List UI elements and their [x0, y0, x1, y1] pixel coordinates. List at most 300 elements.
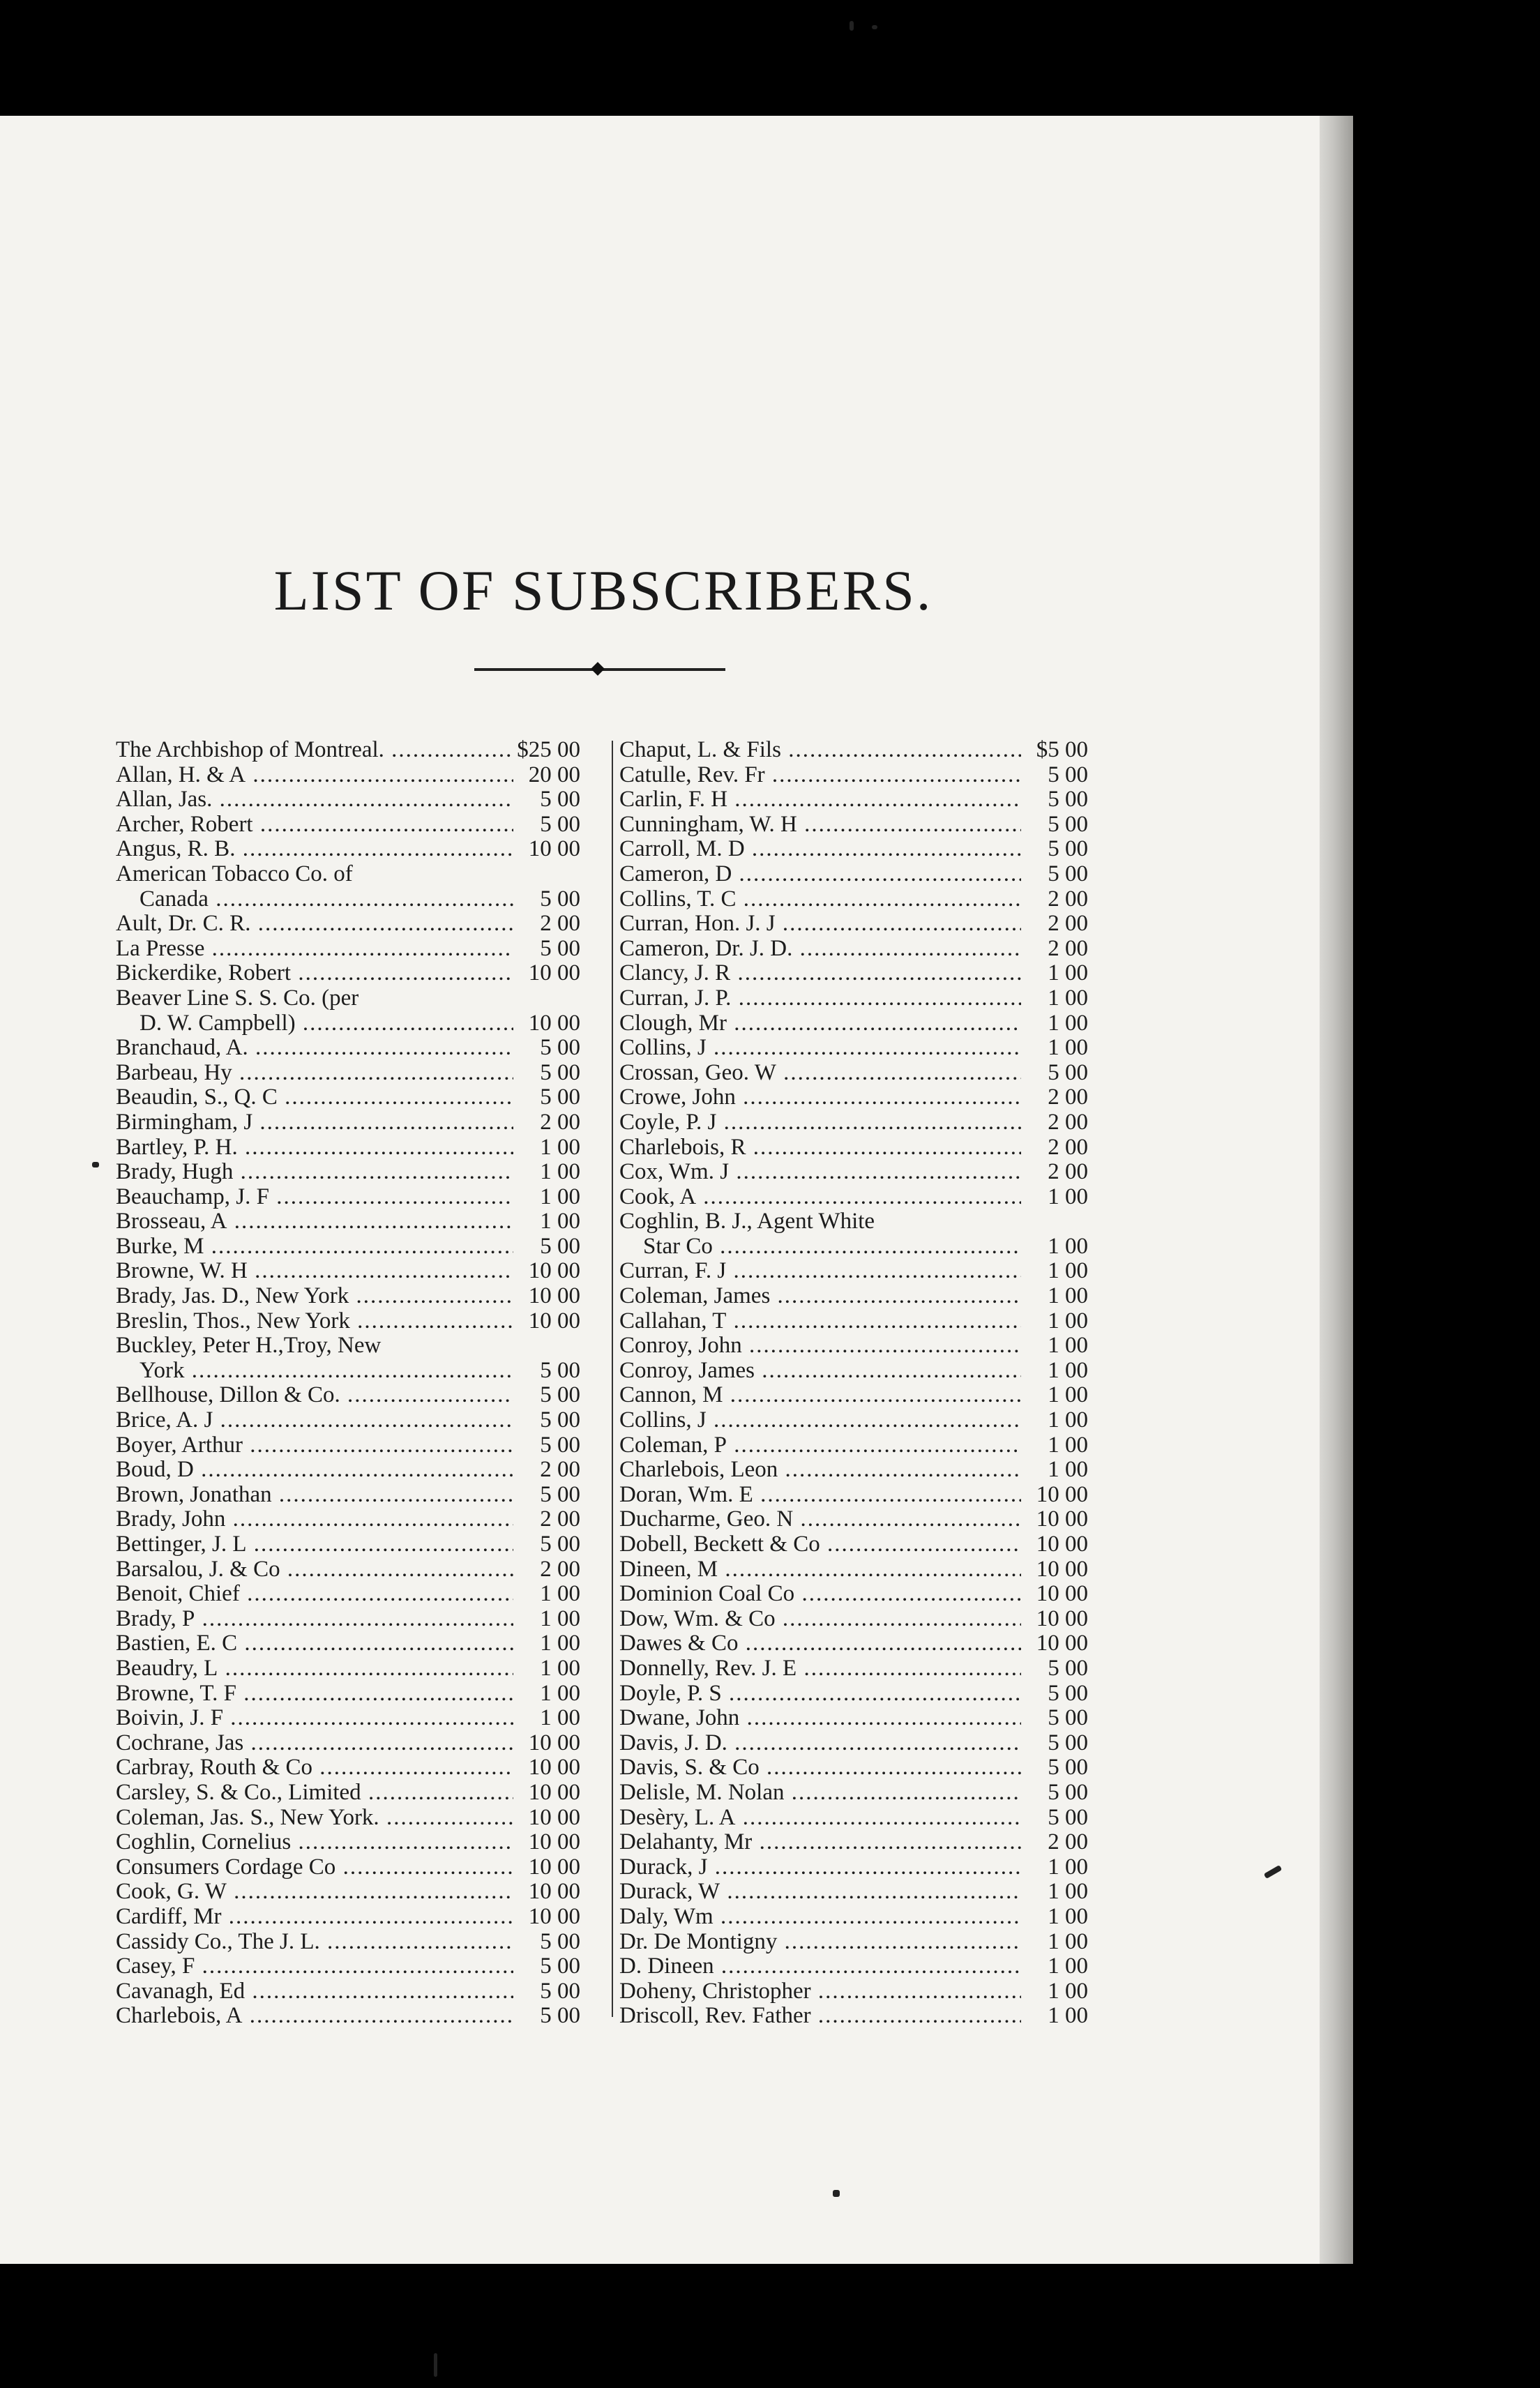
subscription-amount: 2 00 [1048, 1829, 1088, 1855]
subscriber-row [619, 813, 1088, 838]
subscriber-row [116, 1483, 580, 1508]
subscriber-row [116, 1135, 580, 1161]
subscriber-name: Bastien, E. C ..... [116, 1631, 513, 1656]
subscription-amount [513, 986, 580, 1011]
subscriber-name: Conroy, James ..... [619, 1359, 1021, 1384]
subscription-amount: 1 00 [540, 1581, 580, 1607]
subscriber-name: Cameron, Dr. J. D. ..... [619, 937, 1021, 962]
subscriber-name: Coyle, P. J ..... [619, 1110, 1021, 1135]
subscriber-row [116, 1408, 580, 1433]
subscriber-row [116, 1383, 580, 1408]
subscription-amount: 1 00 [1048, 1928, 1088, 1954]
subscription-amount: 5 00 [540, 1059, 580, 1085]
subscriber-row [619, 1259, 1088, 1284]
subscriber-row [116, 1259, 580, 1284]
subscription-amount: 10 00 [1036, 1581, 1088, 1607]
subscription-amount: 1 00 [540, 1705, 580, 1731]
subscription-amount: 1 00 [1048, 1854, 1088, 1880]
subscriber-row [116, 1855, 580, 1880]
subscriber-row [116, 1234, 580, 1260]
subscriber-row [619, 1979, 1088, 2004]
subscriber-row [619, 1135, 1088, 1161]
subscriber-list-right [619, 738, 1088, 2029]
subscription-amount: 1 00 [540, 1655, 580, 1681]
subscription-amount: 10 00 [528, 1879, 580, 1905]
subscriber-name: Donnelly, Rev. J. E ..... [619, 1656, 1021, 1682]
subscriber-name: Curran, F. J ..... [619, 1259, 1021, 1284]
subscriber-row [619, 1905, 1088, 1930]
subscription-amount: 5 00 [540, 2003, 580, 2029]
subscriber-name: Dawes & Co ..... [619, 1631, 1021, 1656]
subscriber-row [116, 1979, 580, 2004]
subscriber-name: The Archbishop of Montreal. ..... [116, 738, 513, 763]
subscription-amount: 5 00 [1048, 1779, 1088, 1805]
subscriber-name: Callahan, T ..... [619, 1309, 1021, 1334]
subscriber-row [116, 986, 580, 1011]
subscriber-row [116, 1507, 580, 1532]
subscriber-name: Beauchamp, J. F ..... [116, 1185, 513, 1210]
subscription-amount: 5 00 [1048, 1804, 1088, 1830]
subscriber-name: Dominion Coal Co ..... [619, 1582, 1021, 1607]
subscription-amount: 1 00 [1048, 1357, 1088, 1383]
subscriber-row [619, 1806, 1088, 1831]
subscriber-name: Cannon, M ..... [619, 1383, 1021, 1408]
subscription-amount: 2 00 [540, 1506, 580, 1532]
subscriber-row [619, 1309, 1088, 1334]
subscriber-row [116, 1830, 580, 1855]
subscriber-name: Coleman, Jas. S., New York. ..... [116, 1806, 513, 1831]
subscription-amount: 5 00 [1048, 1655, 1088, 1681]
subscription-amount: 5 00 [540, 811, 580, 837]
subscriber-name: Brady, John ..... [116, 1507, 513, 1532]
subscription-amount: 10 00 [1036, 1506, 1088, 1532]
subscription-amount: 2 00 [1048, 911, 1088, 937]
subscription-amount [513, 862, 580, 887]
subscriber-name: Benoit, Chief ..... [116, 1582, 513, 1607]
subscriber-row [116, 1755, 580, 1781]
subscriber-row [619, 1011, 1088, 1036]
subscriber-row [619, 1160, 1088, 1185]
subscription-amount: 1 00 [1048, 2003, 1088, 2029]
subscriber-row [619, 1954, 1088, 1979]
subscription-amount: 1 00 [540, 1631, 580, 1656]
subscriber-row [619, 937, 1088, 962]
subscriber-name: Beaudin, S., Q. C ..... [116, 1085, 513, 1110]
subscriber-row [116, 1631, 580, 1656]
subscriber-name: Barbeau, Hy ..... [116, 1061, 513, 1086]
subscriber-row [116, 1160, 580, 1185]
subscriber-row [116, 1458, 580, 1483]
subscriber-row [116, 1185, 580, 1210]
subscriber-row [116, 1036, 580, 1061]
subscription-amount [1021, 1209, 1088, 1234]
subscription-amount: 5 00 [540, 1085, 580, 1110]
subscription-amount: 10 00 [1036, 1605, 1088, 1631]
subscription-amount: 1 00 [1048, 1903, 1088, 1929]
subscriber-name: Davis, J. D. ..... [619, 1731, 1021, 1756]
subscription-amount: 5 00 [1048, 762, 1088, 787]
subscription-amount: 5 00 [540, 1382, 580, 1408]
subscriber-row [116, 1880, 580, 1905]
subscription-amount: 5 00 [1048, 1730, 1088, 1755]
subscriber-name: Dobell, Beckett & Co ..... [619, 1532, 1021, 1557]
subscriber-name: Buckley, Peter H.,Troy, New [116, 1333, 382, 1359]
subscriber-row [116, 912, 580, 937]
subscription-amount: 10 00 [528, 836, 580, 862]
subscription-amount: 1 00 [540, 1209, 580, 1234]
scan-speck [92, 1162, 99, 1167]
subscription-amount: 5 00 [540, 1407, 580, 1433]
subscriber-name: Cassidy Co., The J. L. ..... [116, 1930, 513, 1955]
subscriber-row [619, 1209, 1088, 1234]
subscriber-row [619, 1731, 1088, 1756]
subscriber-name: Dow, Wm. & Co ..... [619, 1607, 1021, 1632]
subscription-amount: 5 00 [540, 1532, 580, 1557]
subscriber-name: Browne, T. F ..... [116, 1682, 513, 1707]
subscriber-name: Burke, M ..... [116, 1234, 513, 1260]
subscriber-row [619, 1085, 1088, 1110]
subscriber-row [116, 1557, 580, 1582]
subscriber-row [116, 1706, 580, 1731]
subscriber-name: Carbray, Routh & Co ..... [116, 1755, 513, 1781]
subscriber-row [619, 1532, 1088, 1557]
subscription-amount: 2 00 [540, 1457, 580, 1483]
subscription-amount: 10 00 [528, 1903, 580, 1929]
subscriber-name: Cunningham, W. H ..... [619, 813, 1021, 838]
subscriber-name: Consumers Cordage Co ..... [116, 1855, 513, 1880]
subscriber-row [116, 1806, 580, 1831]
subscription-amount: 1 00 [1048, 1407, 1088, 1433]
subscriber-name: Canada ..... [116, 887, 513, 912]
subscriber-row [619, 1383, 1088, 1408]
subscriber-name: Boud, D ..... [116, 1458, 513, 1483]
subscriber-row [619, 1333, 1088, 1359]
subscriber-row [619, 1359, 1088, 1384]
subscriber-name: Desèry, L. A ..... [619, 1806, 1021, 1831]
subscriber-name: Ault, Dr. C. R. ..... [116, 912, 513, 937]
subscriber-name: Durack, J ..... [619, 1855, 1021, 1880]
subscriber-row [116, 1309, 580, 1334]
subscription-amount: 2 00 [1048, 1109, 1088, 1135]
subscription-amount: 1 00 [540, 1184, 580, 1209]
subscription-amount: 5 00 [1048, 1680, 1088, 1706]
subscription-amount: 5 00 [1048, 1705, 1088, 1731]
subscription-amount: 1 00 [540, 1159, 580, 1185]
subscriber-row [116, 1085, 580, 1110]
subscription-amount: 1 00 [540, 1680, 580, 1706]
subscriber-row [116, 1905, 580, 1930]
subscriber-name: Cox, Wm. J ..... [619, 1160, 1021, 1185]
subscriber-row [116, 1731, 580, 1756]
subscription-amount [513, 1333, 580, 1359]
subscriber-name: Bartley, P. H. ..... [116, 1135, 513, 1161]
subscription-amount: 10 00 [528, 1829, 580, 1855]
subscriber-name: Allan, H. & A ..... [116, 763, 513, 788]
subscriber-name: Durack, W ..... [619, 1880, 1021, 1905]
subscriber-name: Browne, W. H ..... [116, 1259, 513, 1284]
subscriber-name: Crowe, John ..... [619, 1085, 1021, 1110]
subscriber-row [116, 1333, 580, 1359]
subscriber-name: Birmingham, J ..... [116, 1110, 513, 1135]
subscriber-row [619, 1755, 1088, 1781]
subscription-amount: 2 00 [1048, 1159, 1088, 1185]
scan-speck [872, 25, 877, 29]
subscriber-name: Daly, Wm ..... [619, 1905, 1021, 1930]
subscriber-row [116, 1110, 580, 1135]
subscription-amount: 1 00 [1048, 1333, 1088, 1359]
subscription-amount: 1 00 [1048, 1457, 1088, 1483]
subscriber-row [619, 1483, 1088, 1508]
subscription-amount: 1 00 [1048, 1308, 1088, 1333]
subscriber-name: Cardiff, Mr ..... [116, 1905, 513, 1930]
subscriber-row [619, 986, 1088, 1011]
subscriber-row [116, 763, 580, 788]
subscriber-row [619, 1582, 1088, 1607]
subscription-amount: 5 00 [540, 886, 580, 912]
subscriber-name: Bellhouse, Dillon & Co. ..... [116, 1383, 513, 1408]
subscriber-name: D. W. Campbell) ..... [116, 1011, 513, 1036]
subscriber-row [619, 1607, 1088, 1632]
subscription-amount: 10 00 [528, 1283, 580, 1309]
subscription-amount: 1 00 [1048, 1432, 1088, 1458]
subscription-amount: 20 00 [528, 762, 580, 787]
subscriber-row [116, 1582, 580, 1607]
subscriber-name: Branchaud, A. ..... [116, 1036, 513, 1061]
column-divider [612, 741, 613, 2017]
subscriber-row [619, 1061, 1088, 1086]
subscriber-list-left [116, 738, 580, 2029]
subscriber-row [619, 1706, 1088, 1731]
subscriber-row [619, 2004, 1088, 2029]
subscription-amount: 5 00 [1048, 836, 1088, 862]
subscriber-name: Crossan, Geo. W ..... [619, 1061, 1021, 1086]
subscription-amount: 2 00 [1048, 886, 1088, 912]
subscriber-name: Boyer, Arthur ..... [116, 1433, 513, 1458]
subscriber-name: Charlebois, A ..... [116, 2004, 513, 2029]
subscriber-name: Allan, Jas. ..... [116, 787, 513, 813]
subscription-amount: 10 00 [528, 1804, 580, 1830]
subscriber-row [116, 1781, 580, 1806]
subscription-amount: 2 00 [1048, 1134, 1088, 1160]
subscriber-row [116, 937, 580, 962]
subscriber-name: Collins, J ..... [619, 1408, 1021, 1433]
subscriber-row [116, 813, 580, 838]
subscription-amount: 2 00 [1048, 935, 1088, 961]
subscription-amount: 5 00 [1048, 861, 1088, 886]
subscriber-name: Ducharme, Geo. N ..... [619, 1507, 1021, 1532]
subscriber-row [619, 912, 1088, 937]
subscription-amount: 2 00 [540, 1556, 580, 1582]
subscriber-name: Carroll, M. D ..... [619, 837, 1021, 862]
subscriber-name: Coghlin, Cornelius ..... [116, 1830, 513, 1855]
subscription-amount: 10 00 [528, 1010, 580, 1036]
subscriber-name: Brady, P ..... [116, 1607, 513, 1632]
subscriber-name: Dineen, M ..... [619, 1557, 1021, 1582]
subscriber-row [619, 1656, 1088, 1682]
subscriber-name: Clancy, J. R ..... [619, 961, 1021, 986]
subscription-amount: 1 00 [1048, 1382, 1088, 1408]
subscriber-row [116, 738, 580, 763]
subscriber-name: Barsalou, J. & Co ..... [116, 1557, 513, 1582]
subscriber-row [619, 1458, 1088, 1483]
page-title: LIST OF SUBSCRIBERS. [273, 559, 933, 622]
subscriber-row [619, 1557, 1088, 1582]
subscriber-name: Chaput, L. & Fils ..... [619, 738, 1021, 763]
subscriber-name: Carlin, F. H ..... [619, 787, 1021, 813]
subscription-amount: 5 00 [540, 1035, 580, 1061]
subscription-amount: 10 00 [1036, 1532, 1088, 1557]
subscriber-row [619, 1234, 1088, 1260]
subscriber-row [116, 837, 580, 862]
scan-speck [434, 2353, 437, 2377]
subscriber-name: Beaver Line S. S. Co. (per [116, 985, 359, 1011]
subscription-amount: $5 00 [1036, 737, 1088, 762]
subscriber-row [619, 763, 1088, 788]
subscription-amount: 1 00 [1048, 1283, 1088, 1309]
subscriber-name: Beaudry, L ..... [116, 1656, 513, 1682]
subscriber-row [619, 1682, 1088, 1707]
subscription-amount: 5 00 [1048, 1059, 1088, 1085]
subscription-amount: 1 00 [1048, 1954, 1088, 1979]
subscriber-row [619, 1433, 1088, 1458]
subscriber-name: Archer, Robert ..... [116, 813, 513, 838]
subscriber-row [116, 787, 580, 813]
subscriber-row [116, 1607, 580, 1632]
subscriber-name: Cameron, D ..... [619, 862, 1021, 887]
subscriber-row [116, 1209, 580, 1234]
subscription-amount: 10 00 [528, 1854, 580, 1880]
subscriber-name: Coleman, P ..... [619, 1433, 1021, 1458]
subscriber-name: Doyle, P. S ..... [619, 1682, 1021, 1707]
subscriber-name: Casey, F ..... [116, 1954, 513, 1979]
subscription-amount: 10 00 [528, 1755, 580, 1781]
subscription-amount: 1 00 [1048, 985, 1088, 1011]
subscriber-row [619, 1781, 1088, 1806]
subscriber-name: York ..... [116, 1359, 513, 1384]
subscriber-name: Angus, R. B. ..... [116, 837, 513, 862]
subscriber-row [619, 1830, 1088, 1855]
subscriber-name: Star Co ..... [619, 1234, 1021, 1260]
subscriber-row [619, 1631, 1088, 1656]
subscription-amount: 10 00 [528, 1779, 580, 1805]
subscriber-row [116, 1433, 580, 1458]
subscription-amount: 1 00 [1048, 1010, 1088, 1036]
subscription-amount: 1 00 [1048, 1879, 1088, 1905]
subscriber-name: Cochrane, Jas ..... [116, 1731, 513, 1756]
subscriber-row [619, 1930, 1088, 1955]
subscriber-row [116, 1532, 580, 1557]
subscriber-name: Curran, J. P. ..... [619, 986, 1021, 1011]
subscriber-name: Cook, G. W ..... [116, 1880, 513, 1905]
subscription-amount: $25 00 [517, 737, 580, 762]
subscriber-row [116, 862, 580, 887]
subscriber-name: La Presse ..... [116, 937, 513, 962]
subscriber-row [116, 1930, 580, 1955]
subscriber-name: Davis, S. & Co ..... [619, 1755, 1021, 1781]
subscriber-name: Conroy, John ..... [619, 1333, 1021, 1359]
subscription-amount: 1 00 [540, 1605, 580, 1631]
subscription-amount: 10 00 [528, 1308, 580, 1333]
subscriber-name: Cook, A ..... [619, 1185, 1021, 1210]
subscriber-row [619, 1408, 1088, 1433]
subscription-amount: 5 00 [540, 1233, 580, 1259]
subscription-amount: 5 00 [1048, 811, 1088, 837]
subscription-amount: 5 00 [540, 1481, 580, 1507]
subscriber-name: Coghlin, B. J., Agent White [619, 1209, 875, 1234]
subscriber-row [619, 887, 1088, 912]
subscription-amount: 5 00 [540, 1357, 580, 1383]
subscription-amount: 1 00 [1048, 1258, 1088, 1284]
subscriber-row [116, 1359, 580, 1384]
subscription-amount: 10 00 [1036, 1481, 1088, 1507]
subscriber-row [116, 1954, 580, 1979]
subscription-amount: 1 00 [1048, 960, 1088, 986]
subscriber-name: Coleman, James ..... [619, 1284, 1021, 1309]
subscriber-name: Doran, Wm. E ..... [619, 1483, 1021, 1508]
subscriber-name: Brice, A. J ..... [116, 1408, 513, 1433]
subscriber-row [116, 1656, 580, 1682]
subscription-amount: 1 00 [1048, 1035, 1088, 1061]
subscriber-row [116, 1061, 580, 1086]
subscription-amount: 1 00 [1048, 1978, 1088, 2004]
scan-speck [850, 21, 854, 31]
subscription-amount: 10 00 [1036, 1556, 1088, 1582]
subscription-amount: 10 00 [1036, 1631, 1088, 1656]
subscription-amount: 5 00 [1048, 787, 1088, 813]
subscriber-row [619, 1880, 1088, 1905]
subscription-amount: 1 00 [1048, 1184, 1088, 1209]
subscriber-row [116, 1284, 580, 1309]
subscriber-row [619, 738, 1088, 763]
subscriber-name: Curran, Hon. J. J ..... [619, 912, 1021, 937]
subscriber-row [619, 1855, 1088, 1880]
subscriber-name: Bickerdike, Robert ..... [116, 961, 513, 986]
subscriber-name: Brown, Jonathan ..... [116, 1483, 513, 1508]
subscription-amount: 2 00 [540, 911, 580, 937]
subscriber-name: Brady, Hugh ..... [116, 1160, 513, 1185]
subscriber-name: Delisle, M. Nolan ..... [619, 1781, 1021, 1806]
subscription-amount: 5 00 [540, 1928, 580, 1954]
page-edge [1320, 116, 1353, 2264]
subscription-amount: 1 00 [540, 1134, 580, 1160]
subscriber-row [619, 1036, 1088, 1061]
subscriber-name: Dwane, John ..... [619, 1706, 1021, 1731]
subscription-amount: 10 00 [528, 1730, 580, 1755]
subscriber-row [619, 1185, 1088, 1210]
scan-speck [833, 2190, 840, 2197]
subscription-amount: 5 00 [540, 1432, 580, 1458]
subscription-amount: 10 00 [528, 1258, 580, 1284]
subscriber-row [619, 862, 1088, 887]
subscriber-name: American Tobacco Co. of [116, 861, 353, 886]
subscriber-name: Collins, J ..... [619, 1036, 1021, 1061]
subscriber-row [116, 887, 580, 912]
subscription-amount: 1 00 [1048, 1233, 1088, 1259]
subscriber-name: Collins, T. C ..... [619, 887, 1021, 912]
subscriber-row [619, 837, 1088, 862]
subscriber-name: Dr. De Montigny ..... [619, 1930, 1021, 1955]
subscriber-name: Delahanty, Mr ..... [619, 1830, 1021, 1855]
subscriber-name: Doheny, Christopher ..... [619, 1979, 1021, 2004]
subscriber-row [116, 1011, 580, 1036]
subscriber-name: Breslin, Thos., New York ..... [116, 1309, 513, 1334]
subscriber-row [116, 1682, 580, 1707]
subscriber-name: Bettinger, J. L ..... [116, 1532, 513, 1557]
subscriber-row [619, 1507, 1088, 1532]
subscriber-row [116, 961, 580, 986]
subscriber-row [619, 787, 1088, 813]
subscription-amount: 10 00 [528, 960, 580, 986]
